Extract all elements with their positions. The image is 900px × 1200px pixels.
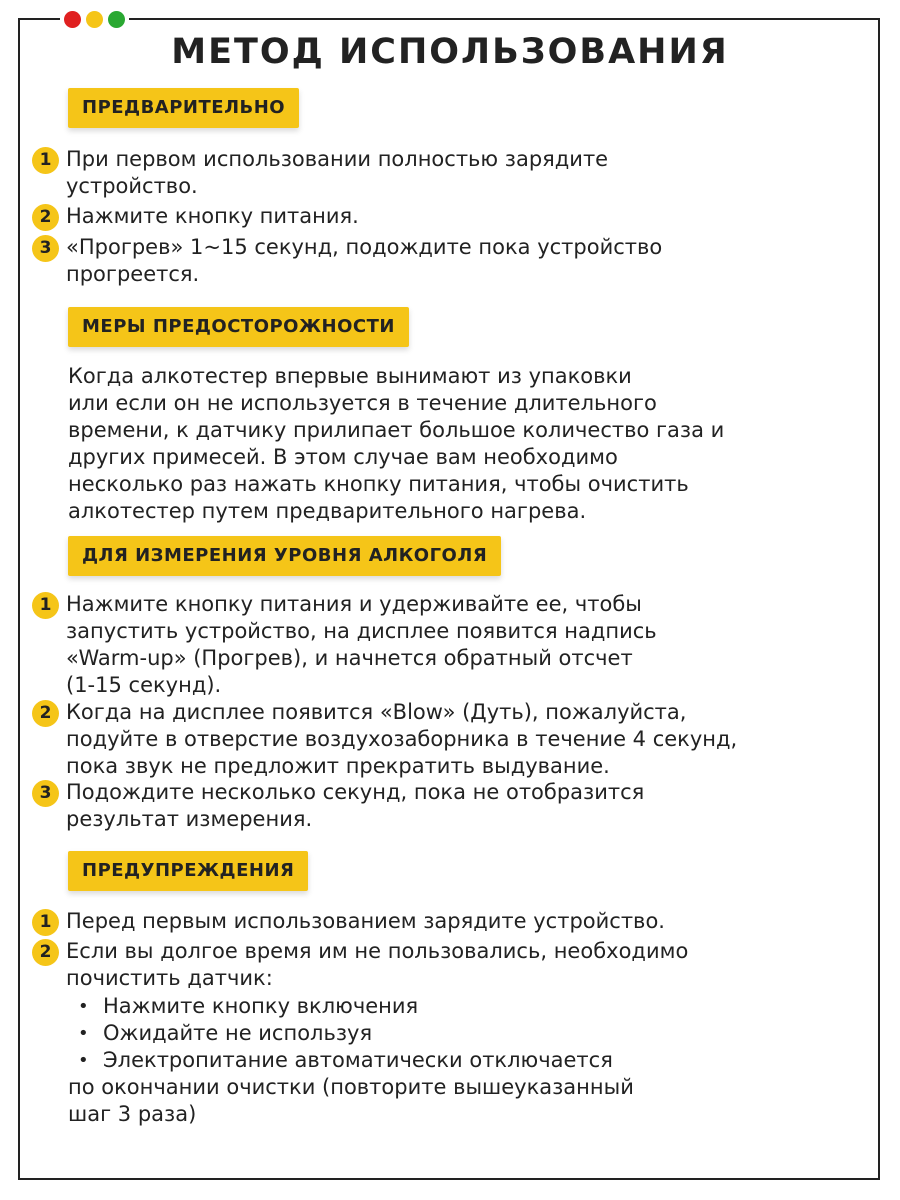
page-title: МЕТОД ИСПОЛЬЗОВАНИЯ [171,32,729,72]
step-line: Нажмите кнопку питания и удерживайте ее, чтобы [66,592,642,616]
section-heading-precautions: МЕРЫ ПРЕДОСТОРОЖНОСТИ [68,307,409,347]
step-text [66,203,866,230]
step-number-badge: 2 [32,204,59,231]
bullet-dot-icon: • [78,996,89,1017]
step-line: При первом использовании полностью зарядите [66,147,609,171]
bullet-item: Электропитание автоматически отключается [103,1048,613,1072]
step-line: подуйте в отверстие воздухозаборника в течение 4 секунд, [66,727,738,751]
step-line: запустить устройство, на дисплее появится надпись [66,619,657,643]
section-heading-measurement: ДЛЯ ИЗМЕРЕНИЯ УРОВНЯ АЛКОГОЛЯ [68,536,501,576]
paragraph-line: по окончании очистки (повторите вышеуказанный [68,1075,634,1099]
bullet-item: Нажмите кнопку включения [103,994,419,1018]
section-heading-warnings: ПРЕДУПРЕЖДЕНИЯ [68,851,308,891]
step-line: (1-15 секунд). [66,673,222,697]
step-text [66,699,866,780]
step-line: Перед первым использованием зарядите устройство. [66,909,665,933]
section-heading-preliminary: ПРЕДВАРИТЕЛЬНО [68,88,299,128]
step-number-badge: 2 [32,700,59,727]
step-text [66,146,866,200]
paragraph-line: алкотестер путем предварительного нагрева. [68,499,587,523]
paragraph-line: времени, к датчику прилипает большое количество газа и [68,418,725,442]
step-line: Когда на дисплее появится «Blow» (Дуть), пожалуйста, [66,700,687,724]
step-line: устройство. [66,174,198,198]
window-dots [60,11,129,28]
step-line: Подождите несколько секунд, пока не отобразится [66,780,645,804]
step-number-badge: 3 [32,780,59,807]
step-number-badge: 1 [32,147,59,174]
step-line: почистить датчик: [66,966,273,990]
step-text [66,779,866,833]
paragraph-line: других примесей. В этом случае вам необходимо [68,445,618,469]
paragraph-line: Когда алкотестер впервые вынимают из упаковки [68,364,632,388]
step-number-badge: 3 [32,235,59,262]
step-text [66,591,866,699]
red-dot-icon [64,11,81,28]
step-number-badge: 2 [32,939,59,966]
paragraph-line: шаг 3 раза) [68,1102,197,1126]
bullet-dot-icon: • [78,1050,89,1071]
paragraph-line: несколько раз нажать кнопку питания, чтобы очистить [68,472,689,496]
step-number-badge: 1 [32,592,59,619]
step-line: «Прогрев» 1~15 секунд, подождите пока устройство [66,235,663,259]
step-line: «Warm-up» (Прогрев), и начнется обратный отсчет [66,646,633,670]
step-text [66,908,866,935]
bullet-dot-icon: • [78,1023,89,1044]
paragraph-line: или если он не используется в течение длительного [68,391,657,415]
step-line: Если вы долгое время им не пользовались, необходимо [66,939,689,963]
step-line: Нажмите кнопку питания. [66,204,359,228]
step-number-badge: 1 [32,909,59,936]
step-text [66,234,866,288]
step-line: результат измерения. [66,807,313,831]
step-text [66,938,866,992]
warnings-tail [68,1074,868,1128]
green-dot-icon [108,11,125,28]
step-line: пока звук не предложит прекратить выдувание. [66,754,610,778]
bullet-item: Ожидайте не используя [103,1021,373,1045]
precautions-paragraph [68,363,868,525]
step-line: прогреется. [66,262,200,286]
yellow-dot-icon [86,11,103,28]
